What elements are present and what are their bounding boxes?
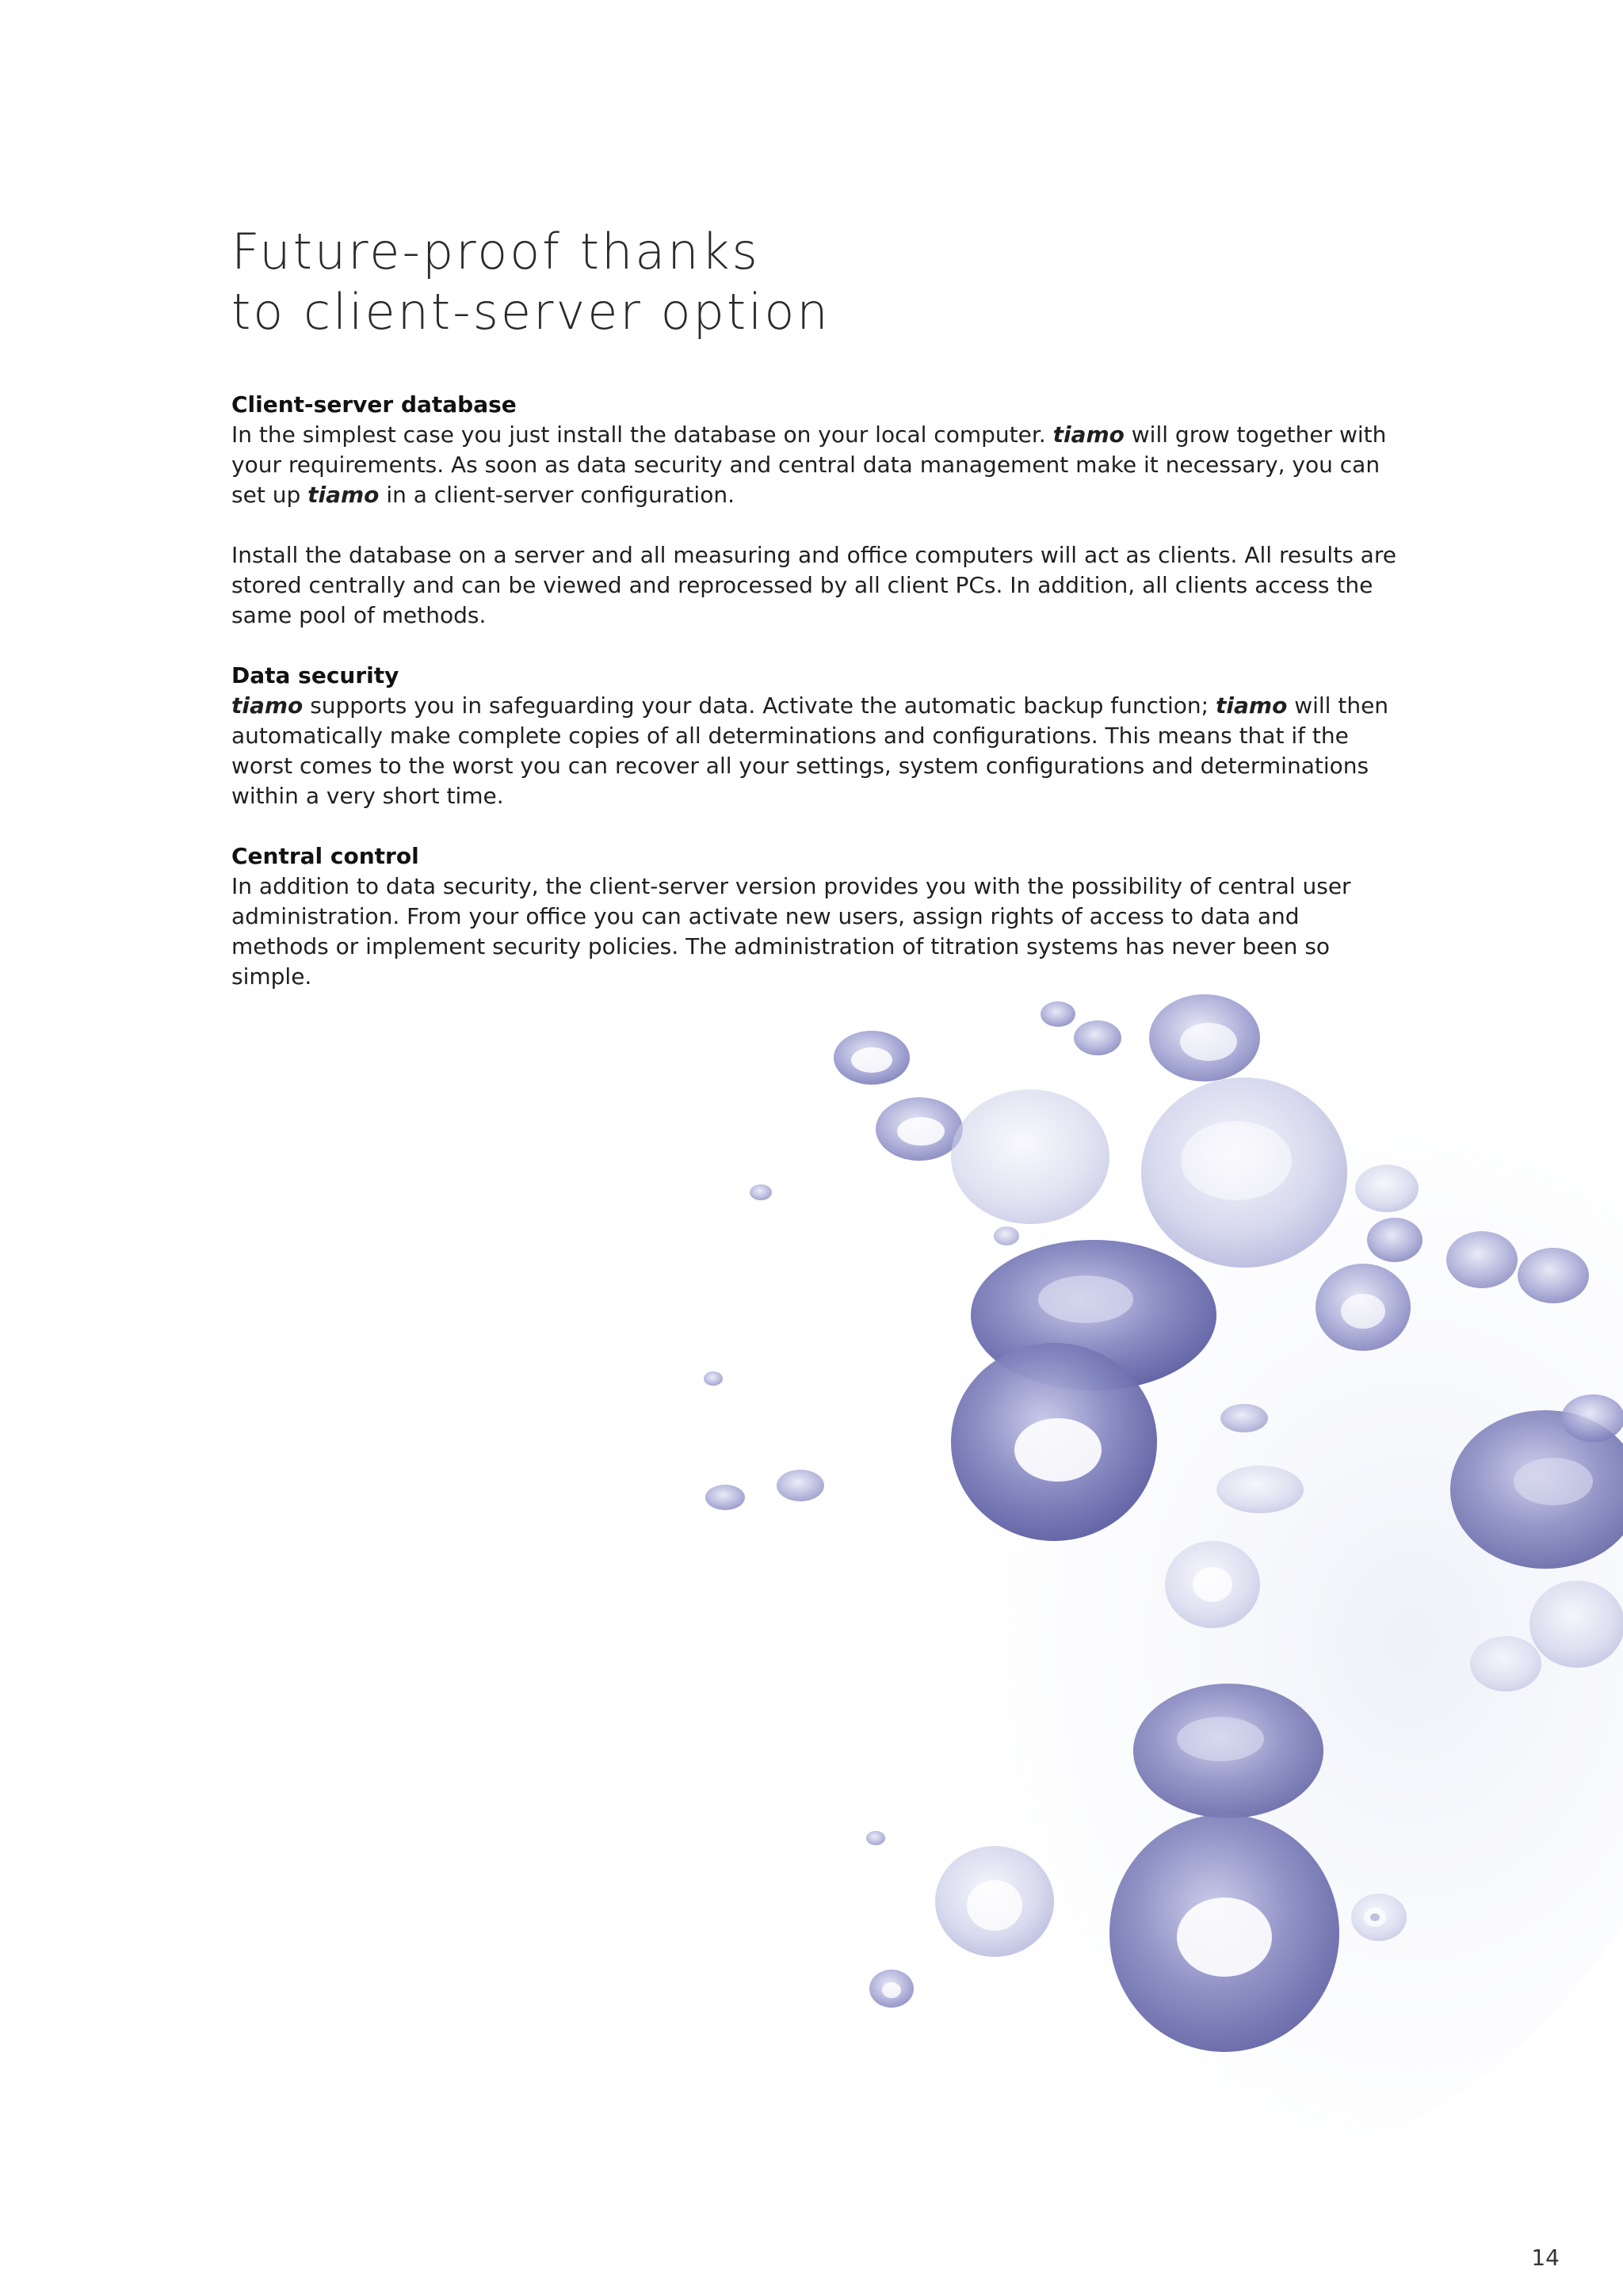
section-data-security <box>231 661 1396 811</box>
paragraph-text: In the simplest case you just install the database on your local computer. <box>231 421 1053 448</box>
paragraph <box>231 691 1396 811</box>
paragraph: In addition to data security, the client-server version provides you with the possibility of central user administration. From your office you can activate new users, assign rights of access to data and methods or implement security policies. The administration of titration systems has never been so simple. <box>231 873 1351 990</box>
section-client-server <box>231 390 1396 631</box>
page-number: 14 <box>1531 2245 1560 2271</box>
brand-name: tiamo <box>1052 421 1125 448</box>
brand-name: tiamo <box>231 692 304 719</box>
brand-name: tiamo <box>307 482 380 508</box>
page-title <box>231 222 1396 342</box>
title-line-2: to client-server option <box>231 283 831 341</box>
section-heading: Client-server database <box>231 391 517 418</box>
paragraph-text: supports you in safeguarding your data. Activate the automatic backup function; <box>303 692 1216 719</box>
paragraph-text: will then automatically make complete copies of all determinations and configurations. This means that if the worst comes to the worst you can recover all your settings, system configurations and determinations within a very short time. <box>231 692 1389 809</box>
paragraph: Install the database on a server and all measuring and office computers will act as clients. All results are stored centrally and can be viewed and reprocessed by all client PCs. In addition, all clients access the same pool of methods. <box>231 542 1396 628</box>
brand-name: tiamo <box>1216 692 1288 719</box>
paragraph <box>231 420 1396 510</box>
title-line-1: Future-proof thanks <box>231 223 760 280</box>
section-heading: Data security <box>231 662 399 688</box>
paragraph-text: in a client-server configuration. <box>379 482 735 508</box>
main-content <box>231 222 1396 1022</box>
section-heading: Central control <box>231 843 419 869</box>
paragraph-text: will grow together with your requirements. As soon as data security and central data management make it necessary, you can set up <box>231 421 1387 508</box>
section-central-control <box>231 841 1396 992</box>
